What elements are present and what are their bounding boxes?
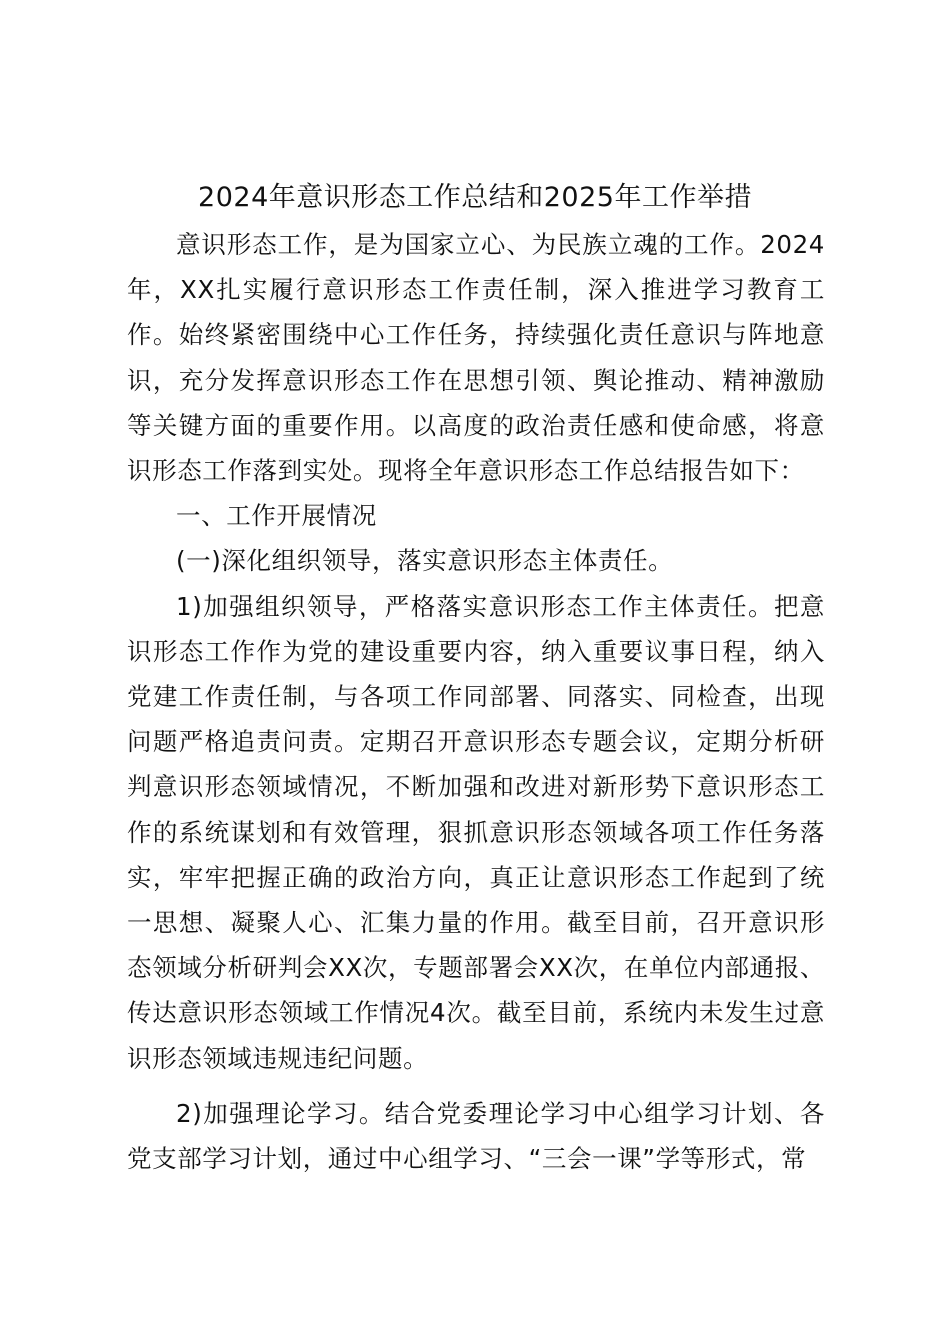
document-title: 2024年意识形态工作总结和2025年工作举措 — [198, 182, 752, 213]
item-1-paragraph: 1)加强组织领导，严格落实意识形态工作主体责任。把意识形态工作作为党的建设重要内容，纳入重要议事日程，纳入党建工作责任制，与各项工作同部署、同落实、同检查，出现问题严格追责问责。定期召开意识形态专题会议，定期分析研判意识形态领域情况，不断加强和改进对新形势下意识形态工作的系统谋划和有效管理，狠抓意识形态领域各项工作任务落实，牢牢把握正确的政治方向，真正让意识形态工作起到了统一思想、凝聚人心、汇集力量的作用。截至目前，召开意识形态领域分析研判会XX次，专题部署会XX次，在单位内部通报、传达意识形态领域工作情况4次。截至目前，系统内未发生过意识形态领域违规违纪问题。 — [127, 591, 825, 1073]
subsection-heading: (一)深化组织领导，落实意识形态主体责任。 — [176, 546, 674, 576]
intro-paragraph: 意识形态工作，是为国家立心、为民族立魂的工作。2024年，XX扎实履行意识形态工作责任制，深入推进学习教育工作。始终紧密围绕中心工作任务，持续强化责任意识与阵地意识，充分发挥意识形态工作在思想引领、舆论推动、精神激励等关键方面的重要作用。以高度的政治责任感和使命感，将意识形态工作落到实处。现将全年意识形态工作总结报告如下： — [127, 230, 825, 486]
item-2-paragraph: 2)加强理论学习。结合党委理论学习中心组学习计划、各党支部学习计划，通过中心组学习、“三会一课”学等形式，常 — [127, 1098, 825, 1174]
section-heading: 一、工作开展情况 — [176, 501, 377, 531]
document-body — [127, 222, 825, 1181]
